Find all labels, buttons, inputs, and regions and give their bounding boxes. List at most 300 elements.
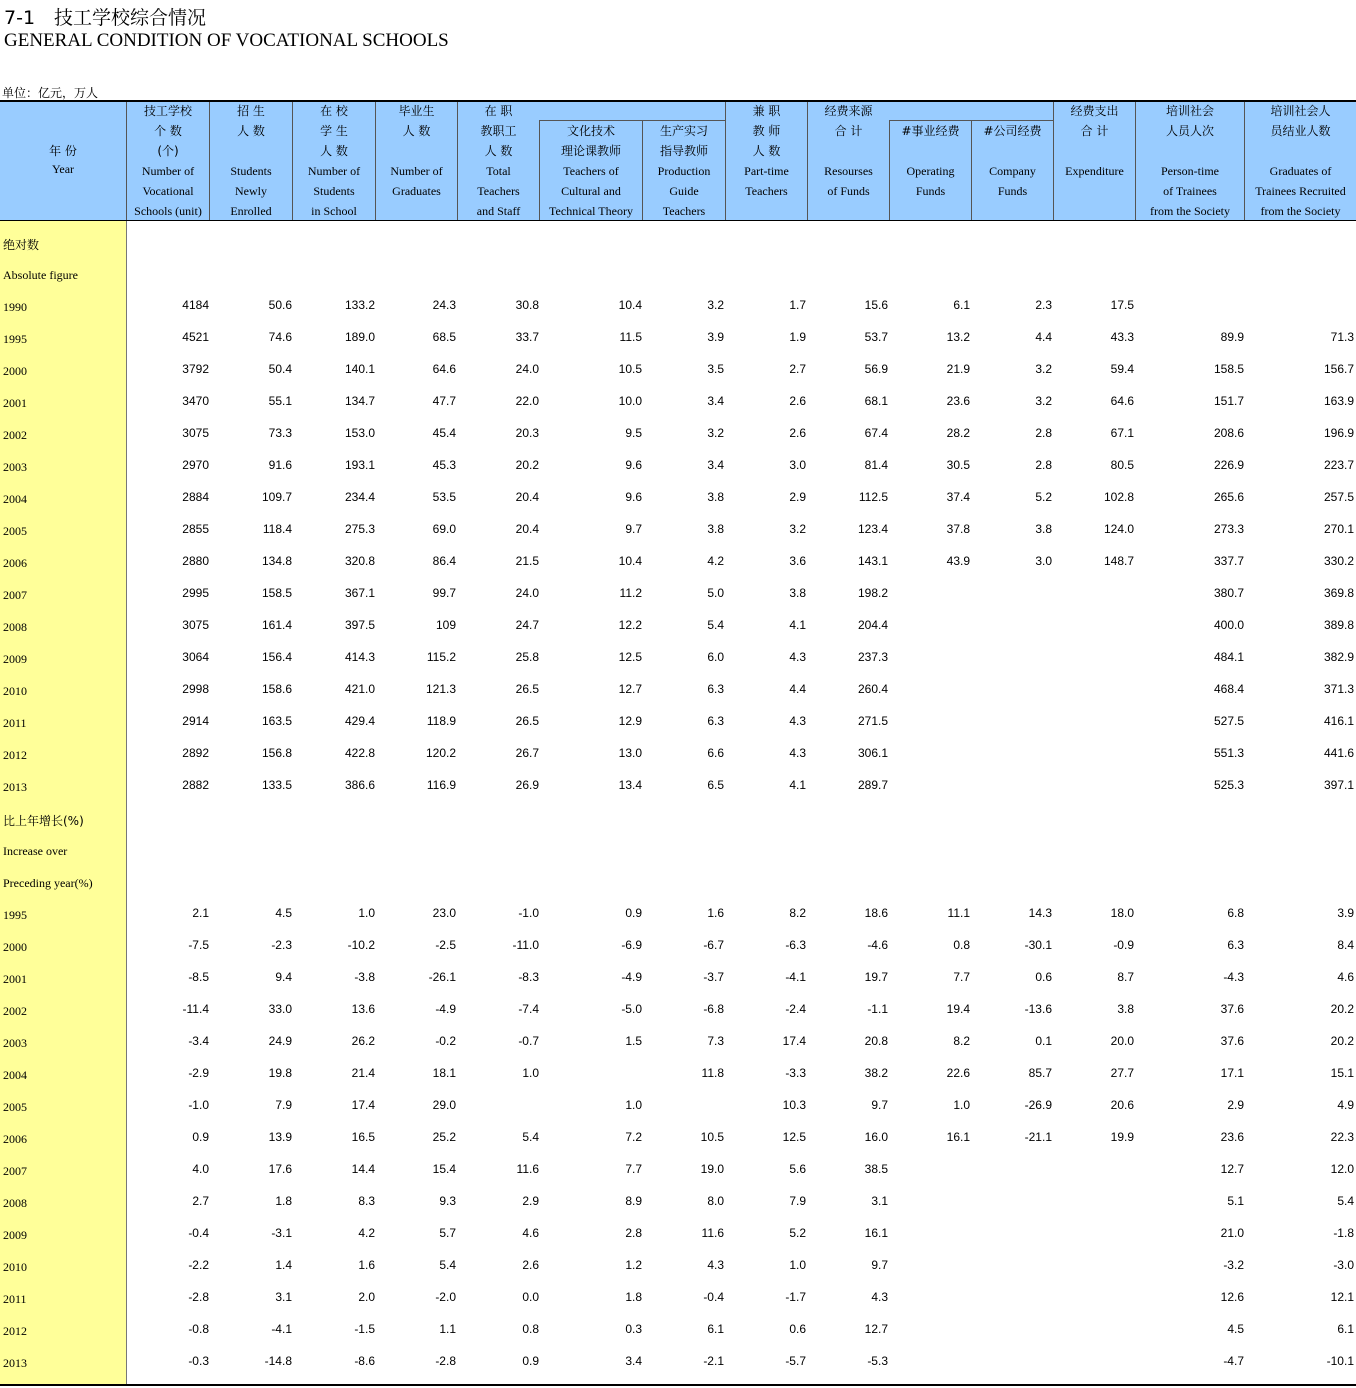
table-row <box>0 748 1356 780</box>
table-cell: 0.8 <box>522 1322 539 1336</box>
row-year: 2004 <box>3 1068 27 1082</box>
table-cell: -2.3 <box>271 938 292 952</box>
table-cell: 67.1 <box>1110 426 1134 440</box>
table-cell: 12.7 <box>1220 1162 1244 1176</box>
table-cell: 196.9 <box>1323 426 1354 440</box>
row-year: 2002 <box>3 428 27 442</box>
table-cell: 45.3 <box>432 458 456 472</box>
table-cell: 23.6 <box>1220 1130 1244 1144</box>
table-cell: 133.5 <box>261 778 292 792</box>
header-parttime-teachers: 兼 职 教 师 人 数 Part-time Teachers <box>744 104 789 198</box>
table-row <box>0 460 1356 492</box>
table-cell: 3075 <box>182 618 209 632</box>
table-cell: 123.4 <box>857 522 888 536</box>
table-cell: 20.8 <box>864 1034 888 1048</box>
table-cell: -2.8 <box>435 1354 456 1368</box>
table-cell: 1.1 <box>439 1322 456 1336</box>
table-cell: 22.0 <box>515 394 539 408</box>
table-cell: 8.0 <box>707 1194 724 1208</box>
table-cell: 5.7 <box>439 1226 456 1240</box>
page-title-en: GENERAL CONDITION OF VOCATIONAL SCHOOLS <box>4 30 449 51</box>
table-cell: 16.1 <box>864 1226 888 1240</box>
table-cell: 3.2 <box>1035 362 1052 376</box>
table-cell: 16.1 <box>946 1130 970 1144</box>
table-cell: 20.0 <box>1110 1034 1134 1048</box>
table-cell: 421.0 <box>344 682 375 696</box>
header-divider <box>642 120 643 220</box>
row-year: 2012 <box>3 748 27 762</box>
table-cell: -4.9 <box>621 970 642 984</box>
row-year: 2005 <box>3 1100 27 1114</box>
table-cell: 2884 <box>182 490 209 504</box>
table-cell: 2.9 <box>789 490 806 504</box>
table-cell: 2.8 <box>625 1226 642 1240</box>
table-cell: -3.7 <box>703 970 724 984</box>
table-cell: 158.6 <box>261 682 292 696</box>
row-year: 2002 <box>3 1004 27 1018</box>
section-growth-cn: 比上年增长(%) <box>3 814 84 828</box>
table-cell: -0.3 <box>188 1354 209 1368</box>
header-trainees: 培训社会 人员人次 Person-time of Trainees from the Society <box>1150 104 1230 218</box>
table-cell: 2998 <box>182 682 209 696</box>
table-cell: 260.4 <box>857 682 888 696</box>
table-cell: 2.8 <box>1035 458 1052 472</box>
table-cell: 3.2 <box>789 522 806 536</box>
table-cell: -1.1 <box>867 1002 888 1016</box>
table-row <box>0 972 1356 1004</box>
table-cell: 37.4 <box>946 490 970 504</box>
table-cell: 99.7 <box>432 586 456 600</box>
table-cell: -7.4 <box>518 1002 539 1016</box>
table-cell: 389.8 <box>1323 618 1354 632</box>
table-cell: 3.8 <box>1117 1002 1134 1016</box>
row-year: 2001 <box>3 972 27 986</box>
table-cell: 37.8 <box>946 522 970 536</box>
table-cell: -4.1 <box>785 970 806 984</box>
table-row <box>0 1196 1356 1228</box>
table-cell: -4.7 <box>1223 1354 1244 1368</box>
table-cell: 0.9 <box>522 1354 539 1368</box>
table-cell: 2.7 <box>192 1194 209 1208</box>
table-cell: 0.0 <box>522 1290 539 1304</box>
table-cell: 414.3 <box>344 650 375 664</box>
row-year: 2006 <box>3 556 27 570</box>
table-row <box>0 716 1356 748</box>
table-cell: 3.6 <box>789 554 806 568</box>
table-row <box>0 1356 1356 1388</box>
table-cell: 1.0 <box>789 1258 806 1272</box>
unit-label: 单位：亿元，万人 <box>2 86 99 100</box>
table-cell: 6.1 <box>953 298 970 312</box>
table-cell: 551.3 <box>1213 746 1244 760</box>
table-cell: -8.6 <box>354 1354 375 1368</box>
table-cell: -8.3 <box>518 970 539 984</box>
table-cell: 9.7 <box>871 1098 888 1112</box>
table-row <box>0 940 1356 972</box>
table-cell: 21.5 <box>515 554 539 568</box>
table-cell: 257.5 <box>1323 490 1354 504</box>
table-cell: 67.4 <box>864 426 888 440</box>
section-absolute-en: Absolute figure <box>3 268 78 282</box>
table-cell: 416.1 <box>1323 714 1354 728</box>
table-cell: 2.3 <box>1035 298 1052 312</box>
table-cell: 10.0 <box>618 394 642 408</box>
row-year: 2007 <box>3 588 27 602</box>
table-cell: 271.5 <box>857 714 888 728</box>
table-cell: -1.0 <box>518 906 539 920</box>
table-cell: 2880 <box>182 554 209 568</box>
table-cell: 20.4 <box>515 490 539 504</box>
table-cell: 6.3 <box>707 682 724 696</box>
table-cell: -0.4 <box>703 1290 724 1304</box>
table-cell: 1.6 <box>358 1258 375 1272</box>
header-theory-teachers: 文化技术 理论课教师 Teachers of Cultural and Technical Theory <box>549 124 633 218</box>
table-cell: 289.7 <box>857 778 888 792</box>
table-cell: 19.9 <box>1110 1130 1134 1144</box>
table-cell: 24.9 <box>268 1034 292 1048</box>
section-growth-en-1: Increase over <box>3 844 68 858</box>
table-cell: -10.1 <box>1326 1354 1354 1368</box>
table-cell: 13.6 <box>351 1002 375 1016</box>
table-cell: 22.6 <box>946 1066 970 1080</box>
table-cell: 12.0 <box>1330 1162 1354 1176</box>
table-cell: -11.4 <box>182 1002 209 1016</box>
table-cell: 8.7 <box>1117 970 1134 984</box>
section-growth-en-2: Preceding year(%) <box>3 876 93 890</box>
table-cell: 50.4 <box>268 362 292 376</box>
table-row <box>0 300 1356 332</box>
table-cell: 11.6 <box>516 1162 539 1176</box>
table-cell: 14.4 <box>351 1162 375 1176</box>
table-cell: 4.6 <box>522 1226 539 1240</box>
table-cell: 3.0 <box>1035 554 1052 568</box>
table-cell: 4.5 <box>275 906 292 920</box>
row-year: 2006 <box>3 1132 27 1146</box>
table-cell: 7.7 <box>625 1162 642 1176</box>
table-cell: 208.6 <box>1213 426 1244 440</box>
table-cell: 38.5 <box>864 1162 888 1176</box>
table-cell: 26.7 <box>515 746 539 760</box>
table-cell: 134.7 <box>344 394 375 408</box>
row-year: 2013 <box>3 1356 27 1370</box>
table-cell: 112.5 <box>858 490 888 504</box>
table-cell: 81.4 <box>864 458 888 472</box>
table-cell: 4.6 <box>1337 970 1354 984</box>
table-cell: 527.5 <box>1213 714 1244 728</box>
table-cell: 4.3 <box>871 1290 888 1304</box>
table-cell: 1.2 <box>625 1258 642 1272</box>
table-cell: 380.7 <box>1213 586 1244 600</box>
table-cell: 9.3 <box>439 1194 456 1208</box>
table-cell: -2.1 <box>703 1354 724 1368</box>
table-cell: 4.3 <box>707 1258 724 1272</box>
table-cell: 2892 <box>182 746 209 760</box>
table-cell: 3.1 <box>871 1194 888 1208</box>
table-cell: 3.8 <box>707 522 724 536</box>
table-cell: 382.9 <box>1323 650 1354 664</box>
table-cell: 0.1 <box>1035 1034 1052 1048</box>
table-cell: 2.0 <box>358 1290 375 1304</box>
table-cell: 10.5 <box>618 362 642 376</box>
table-cell: 1.0 <box>953 1098 970 1112</box>
header-subgroup-line-funds <box>890 120 1054 121</box>
table-cell: 1.5 <box>625 1034 642 1048</box>
table-cell: 7.9 <box>789 1194 806 1208</box>
table-cell: -2.2 <box>188 1258 209 1272</box>
table-cell: -11.0 <box>512 938 539 952</box>
table-cell: 12.7 <box>618 682 642 696</box>
header-divider <box>292 102 293 220</box>
table-cell: 6.1 <box>1337 1322 1354 1336</box>
table-cell: 29.0 <box>432 1098 456 1112</box>
table-cell: 27.7 <box>1110 1066 1134 1080</box>
table-cell: -6.8 <box>703 1002 724 1016</box>
table-cell: 158.5 <box>261 586 292 600</box>
table-cell: 270.1 <box>1323 522 1354 536</box>
row-year: 2009 <box>3 652 27 666</box>
table-cell: 237.3 <box>857 650 888 664</box>
table-cell: 26.2 <box>351 1034 375 1048</box>
table-cell: 120.2 <box>425 746 456 760</box>
row-year: 2004 <box>3 492 27 506</box>
table-cell: 134.8 <box>261 554 292 568</box>
table-cell: 3.4 <box>707 394 724 408</box>
table-cell: 371.3 <box>1323 682 1354 696</box>
table-cell: 337.7 <box>1213 554 1244 568</box>
table-row <box>0 428 1356 460</box>
table-cell: 85.7 <box>1028 1066 1052 1080</box>
table-cell: -3.0 <box>1333 1258 1354 1272</box>
table-cell: 68.5 <box>432 330 456 344</box>
table-cell: 28.2 <box>946 426 970 440</box>
table-cell: 223.7 <box>1323 458 1354 472</box>
table-cell: 12.5 <box>782 1130 806 1144</box>
table-cell: -2.9 <box>188 1066 209 1080</box>
row-year: 2003 <box>3 460 27 474</box>
row-year: 1995 <box>3 908 27 922</box>
header-schools: 技工学校 个 数 (个) Number of Vocational Schools (unit) <box>134 104 202 218</box>
header-subgroup-line-staff <box>540 120 726 121</box>
table-cell: 140.1 <box>344 362 375 376</box>
row-year: 2009 <box>3 1228 27 1242</box>
table-row <box>0 1132 1356 1164</box>
table-cell: -26.1 <box>428 970 456 984</box>
table-cell: 161.4 <box>261 618 292 632</box>
table-row <box>0 908 1356 940</box>
table-cell: 226.9 <box>1213 458 1244 472</box>
table-cell: 121.3 <box>425 682 456 696</box>
table-cell: -10.2 <box>347 938 375 952</box>
table-cell: 19.8 <box>268 1066 292 1080</box>
table-cell: 17.5 <box>1110 298 1134 312</box>
table-cell: -2.5 <box>435 938 456 952</box>
table-cell: 19.0 <box>700 1162 724 1176</box>
table-row <box>0 588 1356 620</box>
table-cell: 2.7 <box>789 362 806 376</box>
row-year: 2012 <box>3 1324 27 1338</box>
table-cell: 13.2 <box>946 330 970 344</box>
table-cell: 1.0 <box>625 1098 642 1112</box>
table-cell: -5.0 <box>621 1002 642 1016</box>
table-cell: 109.7 <box>261 490 292 504</box>
table-cell: -5.7 <box>785 1354 806 1368</box>
table-cell: 273.3 <box>1213 522 1244 536</box>
row-year: 1990 <box>3 300 27 314</box>
table-cell: 10.4 <box>618 298 642 312</box>
table-cell: 12.5 <box>618 650 642 664</box>
table-cell: 367.1 <box>344 586 375 600</box>
table-cell: -1.8 <box>1333 1226 1354 1240</box>
row-year: 2011 <box>3 716 27 730</box>
table-cell: 9.6 <box>625 458 642 472</box>
table-cell: 17.1 <box>1220 1066 1244 1080</box>
table-cell: 118.4 <box>262 522 292 536</box>
table-cell: -4.9 <box>435 1002 456 1016</box>
header-divider <box>1244 102 1245 220</box>
table-cell: 8.2 <box>789 906 806 920</box>
table-cell: 13.4 <box>618 778 642 792</box>
row-year: 2000 <box>3 940 27 954</box>
row-year: 2011 <box>3 1292 27 1306</box>
table-cell: 156.8 <box>261 746 292 760</box>
table-cell: 1.6 <box>707 906 724 920</box>
table-cell: 3.9 <box>1337 906 1354 920</box>
table-cell: 5.2 <box>1035 490 1052 504</box>
table-cell: 19.7 <box>864 970 888 984</box>
table-cell: 4184 <box>182 298 209 312</box>
table-cell: 441.6 <box>1323 746 1354 760</box>
table-cell: 5.4 <box>707 618 724 632</box>
row-year: 2008 <box>3 1196 27 1210</box>
table-cell: 37.6 <box>1220 1002 1244 1016</box>
table-cell: 3.8 <box>707 490 724 504</box>
table-cell: 0.8 <box>953 938 970 952</box>
table-cell: 4.4 <box>789 682 806 696</box>
table-cell: 71.3 <box>1330 330 1354 344</box>
table-cell: -30.1 <box>1024 938 1052 952</box>
table-cell: 400.0 <box>1213 618 1244 632</box>
table-cell: 20.2 <box>1330 1002 1354 1016</box>
table-cell: 2995 <box>182 586 209 600</box>
table-cell: 86.4 <box>432 554 456 568</box>
header-in-school: 在 校 学 生 人 数 Number of Students in School <box>307 104 361 218</box>
table-cell: 26.5 <box>515 714 539 728</box>
row-year: 2010 <box>3 684 27 698</box>
table-cell: -2.0 <box>435 1290 456 1304</box>
table-cell: 11.8 <box>701 1066 724 1080</box>
row-year: 2013 <box>3 780 27 794</box>
table-cell: 12.7 <box>864 1322 888 1336</box>
table-cell: 30.8 <box>515 298 539 312</box>
table-cell: -0.4 <box>188 1226 209 1240</box>
table-cell: 8.3 <box>358 1194 375 1208</box>
table-cell: 43.9 <box>946 554 970 568</box>
table-row <box>0 620 1356 652</box>
table-cell: 10.5 <box>700 1130 724 1144</box>
table-cell: 0.9 <box>625 906 642 920</box>
table-cell: 91.6 <box>268 458 292 472</box>
table-cell: -26.9 <box>1024 1098 1052 1112</box>
table-cell: 2.6 <box>522 1258 539 1272</box>
table-cell: 7.2 <box>625 1130 642 1144</box>
table-cell: 11.6 <box>701 1226 724 1240</box>
table-row <box>0 1324 1356 1356</box>
table-cell: 3.4 <box>625 1354 642 1368</box>
row-year: 2001 <box>3 396 27 410</box>
table-cell: 118.9 <box>426 714 456 728</box>
table-cell: 55.1 <box>268 394 292 408</box>
table-cell: 2914 <box>182 714 209 728</box>
table-row <box>0 1292 1356 1324</box>
table-cell: 89.9 <box>1220 330 1244 344</box>
table-cell: 3.5 <box>707 362 724 376</box>
header-divider <box>807 102 808 220</box>
table-cell: 6.0 <box>707 650 724 664</box>
table-cell: 115.2 <box>426 650 456 664</box>
header-divider <box>971 120 972 220</box>
table-cell: 525.3 <box>1213 778 1244 792</box>
table-row <box>0 492 1356 524</box>
table-cell: 18.6 <box>864 906 888 920</box>
table-cell: 33.0 <box>268 1002 292 1016</box>
table-cell: 204.4 <box>857 618 888 632</box>
header-divider <box>539 120 540 220</box>
table-cell: 275.3 <box>344 522 375 536</box>
table-cell: 163.9 <box>1323 394 1354 408</box>
table-cell: 24.0 <box>515 586 539 600</box>
table-row <box>0 1004 1356 1036</box>
table-cell: 15.6 <box>864 298 888 312</box>
table-cell: -1.5 <box>354 1322 375 1336</box>
header-graduates: 毕业生 人 数 Number of Graduates <box>390 104 443 198</box>
table-cell: 12.6 <box>1220 1290 1244 1304</box>
table-row <box>0 1100 1356 1132</box>
table-cell: -4.1 <box>271 1322 292 1336</box>
table-cell: 4.2 <box>358 1226 375 1240</box>
table-cell: 5.2 <box>789 1226 806 1240</box>
table-row <box>0 1164 1356 1196</box>
table-cell: 43.3 <box>1110 330 1134 344</box>
table-cell: 124.0 <box>1103 522 1134 536</box>
table-cell: 320.8 <box>344 554 375 568</box>
table-row <box>0 332 1356 364</box>
table-cell: 21.4 <box>351 1066 375 1080</box>
table-cell: 3.1 <box>275 1290 292 1304</box>
header-company-funds: #公司经费 Company Funds <box>983 124 1042 198</box>
header-staff: 在 职 教职工 人 数 Total Teachers and Staff <box>476 104 521 218</box>
table-row <box>0 364 1356 396</box>
table-row <box>0 1260 1356 1292</box>
table-cell: 4521 <box>182 330 209 344</box>
header-expenditure: 经费支出 合 计 Expenditure <box>1065 104 1124 178</box>
table-cell: -6.3 <box>785 938 806 952</box>
table-cell: 12.1 <box>1330 1290 1354 1304</box>
row-year: 2003 <box>3 1036 27 1050</box>
table-cell: -1.0 <box>188 1098 209 1112</box>
table-cell: 26.9 <box>515 778 539 792</box>
table-row <box>0 396 1356 428</box>
table-cell: -2.4 <box>785 1002 806 1016</box>
table-cell: 24.7 <box>515 618 539 632</box>
table-cell: 3.8 <box>789 586 806 600</box>
table-cell: 14.3 <box>1028 906 1052 920</box>
table-cell: 422.8 <box>344 746 375 760</box>
table-cell: -4.3 <box>1223 970 1244 984</box>
table-cell: 21.0 <box>1220 1226 1244 1240</box>
table-cell: 306.1 <box>857 746 888 760</box>
table-cell: 0.6 <box>1035 970 1052 984</box>
table-cell: 13.9 <box>268 1130 292 1144</box>
